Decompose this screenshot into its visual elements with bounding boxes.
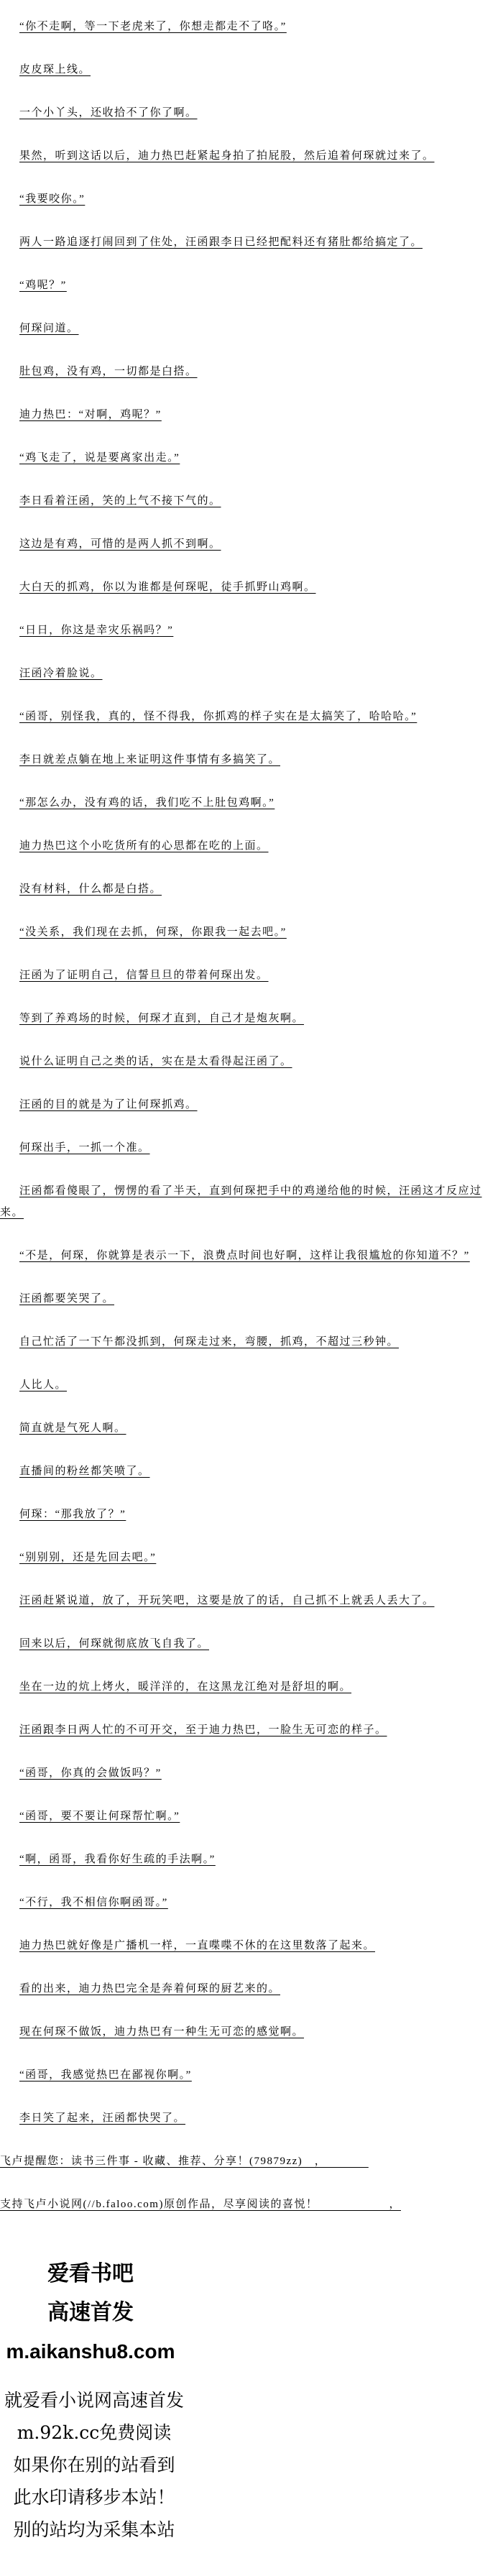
novel-paragraph: 说什么证明自己之类的话，实在是太看得起汪函了。	[19, 1056, 292, 1067]
novel-paragraph: 简直就是气死人啊。	[19, 1422, 126, 1434]
anti-piracy-watermark-line: 如果你在别的站看到	[13, 2455, 175, 2475]
novel-paragraph: 汪函赶紧说道，放了，开玩笑吧，这要是放了的话，自己抓不上就丢人丢大了。	[19, 1595, 435, 1606]
novel-paragraph: 李日看着汪函，笑的上气不接下气的。	[19, 495, 221, 507]
novel-paragraph: 人比人。	[19, 1379, 68, 1391]
novel-paragraph: 迪力热巴：“对啊，鸡呢？”	[19, 409, 162, 420]
novel-paragraph: 李日就差点躺在地上来证明这件事情有多搞笑了。	[19, 754, 281, 765]
novel-paragraph: 自己忙活了一下午都没抓到，何琛走过来，弯腰，抓鸡，不超过三秒钟。	[19, 1336, 400, 1348]
novel-paragraph: “没关系，我们现在去抓，何琛，你跟我一起去吧。”	[19, 926, 287, 938]
novel-paragraph: 现在何琛不做饭，迪力热巴有一种生无可恋的感觉啊。	[19, 2026, 305, 2038]
anti-piracy-watermark	[0, 2384, 188, 2546]
novel-paragraph: 汪函的目的就是为了让何琛抓鸡。	[19, 1099, 198, 1110]
novel-paragraph: “不行，我不相信你啊函哥。”	[19, 1897, 168, 1908]
chapter-text	[0, 16, 503, 2129]
novel-paragraph: 迪力热巴这个小吃货所有的心思都在吃的上面。	[19, 840, 269, 852]
novel-paragraph: 两人一路追逐打闹回到了住处，汪函跟李日已经把配料还有猪肚都给搞定了。	[19, 236, 423, 248]
novel-paragraph: 肚包鸡，没有鸡，一切都是白搭。	[19, 366, 198, 377]
novel-paragraph: “函哥，别怪我，真的，怪不得我，你抓鸡的样子实在是太搞笑了，哈哈哈。”	[19, 711, 417, 722]
novel-paragraph: 汪函跟李日两人忙的不可开交，至于迪力热巴，一脸生无可恋的样子。	[19, 1724, 387, 1736]
novel-paragraph: 何琛问道。	[19, 323, 79, 334]
publisher-notice-line: 支持飞卢小说网(//b.faloo.com)原创作品，尽享阅读的喜悦！ ，	[0, 2199, 401, 2210]
novel-paragraph: 皮皮琛上线。	[19, 64, 91, 75]
watermark-site-name: 爱看书吧	[47, 2262, 134, 2286]
novel-paragraph: 坐在一边的炕上烤火，暖洋洋的，在这黑龙江绝对是舒坦的啊。	[19, 1681, 352, 1693]
novel-paragraph: 迪力热巴就好像是广播机一样，一直喋喋不休的在这里数落了起来。	[19, 1940, 376, 1951]
novel-paragraph: 汪函冷着脸说。	[19, 668, 103, 679]
novel-paragraph: 等到了养鸡场的时候，何琛才直到，自己才是炮灰啊。	[19, 1013, 305, 1024]
site-watermark-block	[0, 2255, 181, 2371]
novel-paragraph: 这边是有鸡，可惜的是两人抓不到啊。	[19, 538, 221, 550]
novel-paragraph: “别别别，还是先回去吧。”	[19, 1552, 157, 1563]
novel-paragraph: “不是，何琛，你就算是表示一下，浪费点时间也好啊，这样让我很尴尬的你知道不？”	[19, 1250, 470, 1261]
publisher-notice-line: 飞卢提醒您：读书三件事 - 收藏、推荐、分享！(79879zz) ，	[0, 2156, 369, 2167]
novel-paragraph: 直播间的粉丝都笑喷了。	[19, 1466, 150, 1477]
watermark-site-url: m.aikanshu8.com	[6, 2340, 175, 2363]
watermark-tagline: 高速首发	[47, 2301, 134, 2324]
novel-paragraph: “那怎么办，没有鸡的话，我们吃不上肚包鸡啊。”	[19, 797, 275, 809]
novel-paragraph: 回来以后，何琛就彻底放飞自我了。	[19, 1638, 210, 1650]
novel-paragraph: 果然，听到这话以后，迪力热巴赶紧起身拍了拍屁股，然后追着何琛就过来了。	[19, 150, 435, 162]
novel-paragraph: 汪函为了证明自己，信誓旦旦的带着何琛出发。	[19, 970, 269, 981]
anti-piracy-watermark-line: 就爱看小说网高速首发	[4, 2390, 184, 2411]
novel-paragraph: “函哥，你真的会做饭吗？”	[19, 1767, 162, 1779]
novel-paragraph: “我要咬你。”	[19, 193, 86, 205]
novel-paragraph: “你不走啊，等一下老虎来了，你想走都走不了咯。”	[19, 21, 287, 32]
novel-paragraph: “日日，你这是幸灾乐祸吗？”	[19, 625, 174, 636]
novel-paragraph: 汪函都看傻眼了，愣愣的看了半天，直到何琛把手中的鸡递给他的时候，汪函这才反应过来。	[0, 1185, 482, 1218]
novel-paragraph: “啊，函哥，我看你好生疏的手法啊。”	[19, 1854, 216, 1865]
anti-piracy-watermark-line: m.92k.cc免费阅读	[17, 2422, 172, 2443]
novel-paragraph: 看的出来，迪力热巴完全是奔着何琛的厨艺来的。	[19, 1983, 281, 1995]
novel-paragraph: “函哥，要不要让何琛帮忙啊。”	[19, 1811, 180, 1822]
novel-paragraph: 李日笑了起来，汪函都快哭了。	[19, 2112, 186, 2124]
novel-paragraph: “鸡飞走了，说是要离家出走。”	[19, 452, 180, 464]
novel-paragraph: 一个小丫头，还收拾不了你了啊。	[19, 107, 198, 119]
anti-piracy-watermark-line: 此水印请移步本站！	[13, 2487, 175, 2508]
novel-paragraph: 大白天的抓鸡，你以为谁都是何琛呢，徒手抓野山鸡啊。	[19, 581, 316, 593]
anti-piracy-watermark-line: 别的站均为采集本站	[13, 2519, 175, 2540]
novel-paragraph: “鸡呢？”	[19, 280, 67, 291]
novel-paragraph: “函哥，我感觉热巴在鄙视你啊。”	[19, 2069, 192, 2081]
novel-paragraph: 汪函都要笑哭了。	[19, 1293, 115, 1305]
novel-paragraph: 何琛：“那我放了？”	[19, 1509, 126, 1520]
novel-paragraph: 没有材料，什么都是白搭。	[19, 883, 162, 895]
publisher-notices	[0, 2150, 503, 2215]
novel-paragraph: 何琛出手，一抓一个准。	[19, 1142, 150, 1154]
